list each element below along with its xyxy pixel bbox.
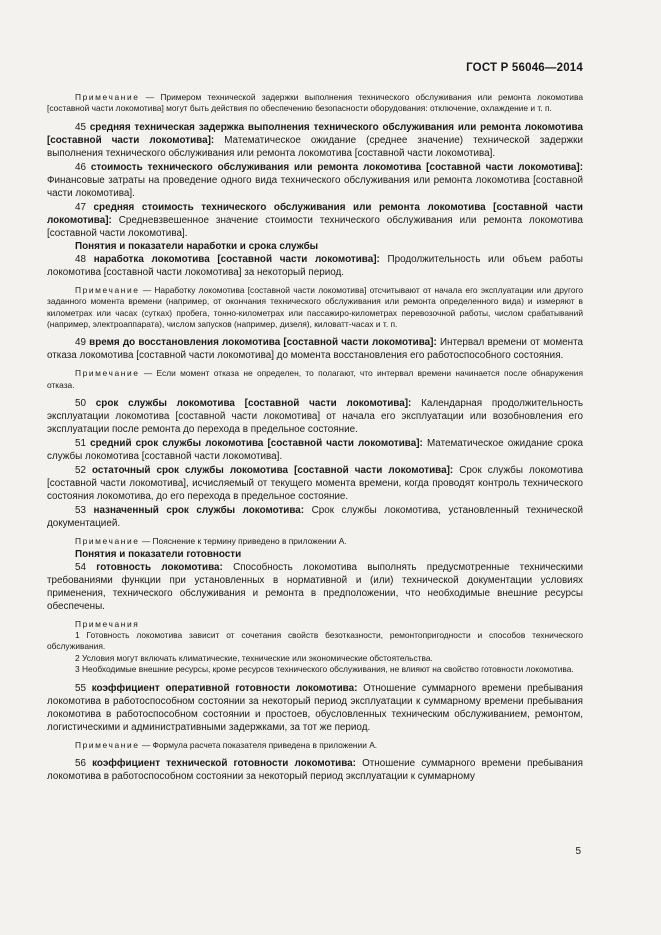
section-heading: Понятия и показатели наработки и срока службы: [75, 240, 319, 252]
term-45: 45 средняя техническая задержка выполнения технического обслуживания или ремонта локомотива [составной части локомотива]: Математическое ожидание (среднее значение) технической задержки выполнения технического обслуживания или ремонта локомотива [составной части локомотива].: [47, 121, 583, 159]
note: Примечание — Если момент отказа не определен, то полагают, что интервал времени начинается после обнаружения отказа.: [47, 368, 583, 390]
document-body: [47, 92, 583, 783]
term-54: 54 готовность локомотива: Способность локомотива выполнять предусмотренные техническими требованиями функции при установленных в нормативной и (или) технической документации условиях применения, технического обслуживания и ремонта в предположении, что необходимые внешние ресурсы обеспечены.: [47, 561, 583, 612]
note-item: 2 Условия могут включать климатические, технические или экономические обстоятельства.: [75, 652, 433, 663]
note: Примечание — Примером технической задержки выполнения технического обслуживания или ремонта локомотива [составной части локомотива] могут быть действия по обеспечению безопасности оборудования: отключение, охлаждение и т. п.: [47, 92, 583, 114]
term-47: 47 средняя стоимость технического обслуживания или ремонта локомотива [составной части локомотива]: Средневзвешенное значение стоимости технического обслуживания или ремонта локомотива [составной части локомотива].: [47, 201, 583, 239]
term-48: 48 наработка локомотива [составной части локомотива]: Продолжительность или объем работы локомотива [составной части локомотива] за некоторый период.: [47, 253, 584, 278]
term-51: 51 средний срок службы локомотива [составной части локомотива]: Математическое ожидание срока службы локомотива [составной части локомотива].: [47, 438, 583, 463]
term-49: 49 время до восстановления локомотива [составной части локомотива]: Интервал времени от момента отказа локомотива [составной части локомотива] до момента восстановления его работоспособного состояния.: [47, 337, 583, 362]
term-56: 56 коэффициент технической готовности локомотива: Отношение суммарного времени пребывания локомотива в работоспособном состоянии за некоторый период эксплуатации к суммарному: [47, 758, 583, 783]
standard-designation: ГОСТ Р 56046—2014: [466, 62, 583, 74]
term-52: 52 остаточный срок службы локомотива [составной части локомотива]: Срок службы локомотива [составной части локомотива], исчисляемый от текущего момента времени, когда проводят контроль технического состояния локомотива, до его перехода в предельное состояние.: [47, 465, 583, 503]
note-item: 3 Необходимые внешние ресурсы, кроме ресурсов технического обслуживания, не влияют на свойство готовности локомотива.: [75, 664, 574, 675]
section-heading: Понятия и показатели готовности: [75, 548, 242, 560]
note: Примечание — Пояснение к термину приведено в приложении А.: [75, 536, 347, 547]
note: Примечание — Наработку локомотива [составной части локомотива] отсчитывают от начала его эксплуатации или другого заданного момента времени (например, от окончания технического обслуживания или ремонта определенного вида) и измеряют в километрах или часах (сутках) пробега, тонно-километрах или пассажиро-километрах перевозочной работы, числом срабатываний (например, электроаппарата), числом запусков (например, дизеля), киловатт-часах и т. п.: [47, 284, 584, 330]
term-55: 55 коэффициент оперативной готовности локомотива: Отношение суммарного времени пребывания локомотива в работоспособном состоянии за некоторый период эксплуатации к суммарному времени пребывания локомотива в работоспособном состоянии и простоев, обусловленных техническим обслуживанием, ремонтом, логистическими и административными задержками, за тот же период.: [47, 682, 583, 733]
note-item: 1 Готовность локомотива зависит от сочетания свойств безотказности, ремонтопригодности и способов технического обслуживания.: [47, 630, 583, 652]
notes-label: Примечания: [75, 618, 140, 629]
term-53: 53 назначенный срок службы локомотива: Срок службы локомотива, установленный технической документацией.: [47, 505, 584, 530]
note: Примечание — Формула расчета показателя приведена в приложении А.: [75, 739, 378, 750]
term-46: 46 стоимость технического обслуживания или ремонта локомотива [составной части локомотива]: Финансовые затраты на проведение одного вида технического обслуживания или ремонта локомотива [составной части локомотива].: [47, 161, 583, 199]
page-number: 5: [575, 846, 581, 857]
term-50: 50 срок службы локомотива [составной части локомотива]: Календарная продолжительность эксплуатации локомотива [составной части локомотива] от начала его эксплуатации или возобновления его эксплуатации после ремонта до перехода в предельное состояние.: [47, 398, 584, 436]
